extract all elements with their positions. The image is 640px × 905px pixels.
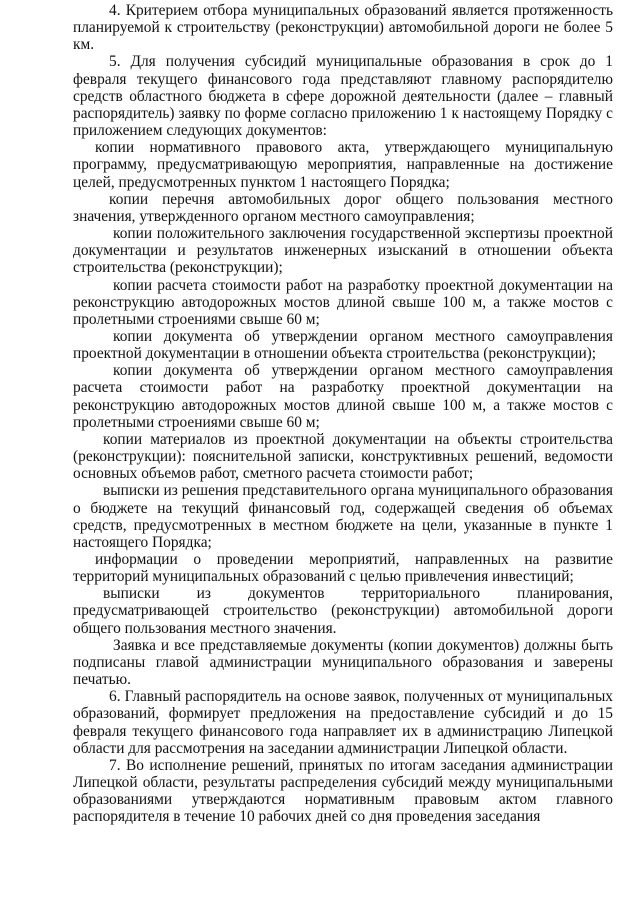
list-item-cost-calculation: копии расчета стоимости работ на разработку проектной документации на реконструкцию автодорожных мостов длиной свыше 100 м, а также мостов с пролетными строениями свыше 60 м;	[73, 276, 613, 328]
list-item-normative-act: копии нормативного правового акта, утверждающего муниципальную программу, предусматривающую мероприятия, направленные на достижение целей, предусмотренных пунктом 1 настоящего Порядка;	[73, 139, 613, 191]
paragraph-signature-requirement: Заявка и все представляемые документы (копии документов) должны быть подписаны главой администрации муниципального образования и заверены печатью.	[73, 636, 613, 689]
list-item-cost-approval: копии документа об утверждении органом местного самоуправления расчета стоимости работ на разработку проектной документации на реконструкцию автодорожных мостов длиной свыше 100 м, а также мостов с пролетными строениями свыше 60 м;	[73, 362, 613, 431]
paragraph-4-criterion: 4. Критерием отбора муниципальных образований является протяженность планируемой к строительству (реконструкции) автомобильной дороги не более 5 км.	[73, 2, 613, 54]
document-page	[73, 2, 613, 826]
list-item-budget-extract: выписки из решения представительного органа муниципального образования о бюджете на текущий финансовый год, содержащей сведения об объемах средств, предусмотренных в местном бюджете на цели, указанные в пункте 1 настоящего Порядка;	[73, 482, 613, 551]
list-item-expertise: копии положительного заключения государственной экспертизы проектной документации и результатов инженерных изысканий в отношении объекта строительства (реконструкции);	[73, 225, 613, 277]
list-item-planning-extract: выписки из документов территориального планирования, предусматривающей строительство (реконструкции) автомобильной дороги общего пользования местного значения.	[73, 585, 613, 637]
list-item-design-approval: копии документа об утверждении органом местного самоуправления проектной документации в отношении объекта строительства (реконструкции);	[73, 327, 613, 363]
paragraph-7-distribution: 7. Во исполнение решений, принятых по итогам заседания администрации Липецкой области, результаты распределения субсидий между муниципальными образованиями утверждаются нормативным правовым актом главного распорядителя в течение 10 рабочих дней со дня проведения заседания	[73, 756, 613, 826]
paragraph-6-proposals: 6. Главный распорядитель на основе заявок, полученных от муниципальных образований, формирует предложения на предоставление субсидий и до 15 февраля текущего финансового года направляет их в администрацию Липецкой области для рассмотрения на заседании администрации Липецкой области.	[73, 688, 613, 757]
list-item-investment-info: информации о проведении мероприятий, направленных на развитие территорий муниципальных образований с целью привлечения инвестиций;	[73, 551, 613, 586]
list-item-roads-list: копии перечня автомобильных дорог общего пользования местного значения, утвержденного органом местного самоуправления;	[73, 190, 613, 225]
paragraph-5-application: 5. Для получения субсидий муниципальные образования в срок до 1 февраля текущего финансового года представляют главному распорядителю средств областного бюджета в сфере дорожной деятельности (далее – главный распорядитель) заявку по форме согласно приложению 1 к настоящему Порядку с приложением следующих документов:	[73, 53, 613, 140]
list-item-design-materials: копии материалов из проектной документации на объекты строительства (реконструкции): пояснительной записки, конструктивных решений, ведомости основных объемов работ, сметного расчета стоимости работ;	[73, 430, 613, 483]
